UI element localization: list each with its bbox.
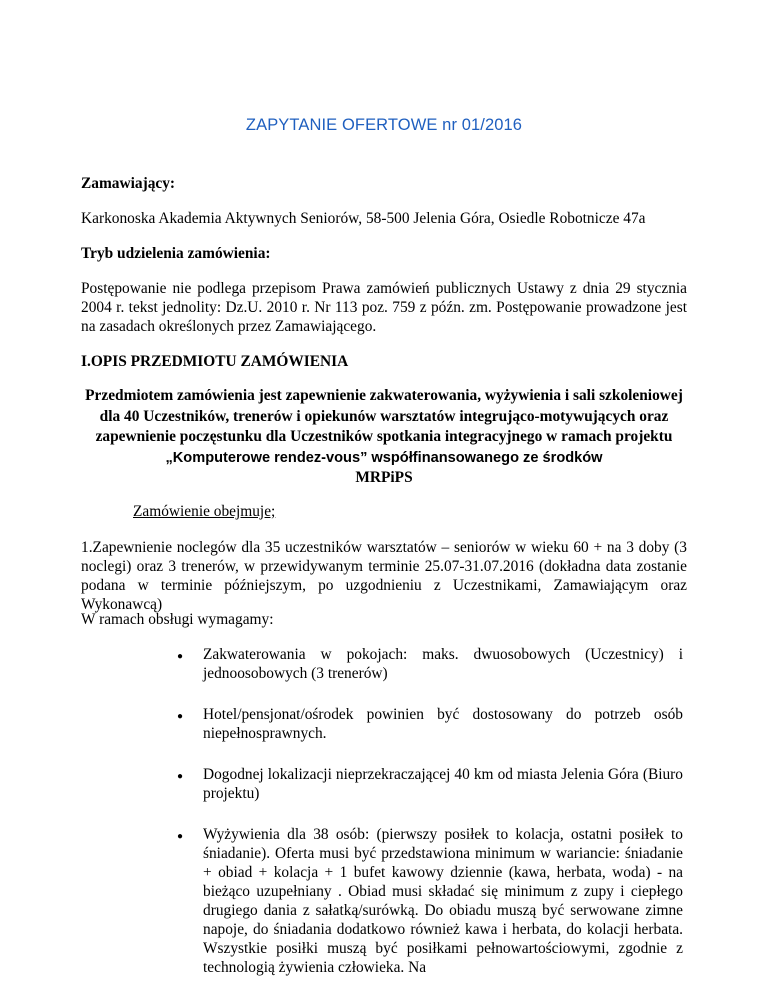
mode-label: Tryb udzielenia zamówienia: xyxy=(81,245,271,262)
document-title: ZAPYTANIE OFERTOWE nr 01/2016 xyxy=(245,116,523,134)
list-item: Dogodnej lokalizacji nieprzekraczającej 40 km od miasta Jelenia Góra (Biuro projektu) xyxy=(203,766,683,802)
includes-label: Zamówienie obejmuje; xyxy=(133,503,276,520)
ordering-party-value: Karkonoska Akademia Aktywnych Seniorów, 58-500 Jelenia Góra, Osiedle Robotnicze 47a xyxy=(81,210,646,227)
section-heading: I.OPIS PRZEDMIOTU ZAMÓWIENIA xyxy=(81,353,349,370)
ordering-party-label: Zamawiający: xyxy=(81,175,176,192)
subject-project-name: „Komputerowe rendez-vous” współfinansowanego ze środków xyxy=(165,449,603,466)
bullet-icon: ● xyxy=(177,831,184,842)
subject-text-part1: Przedmiotem zamówienia jest zapewnienie zakwaterowania, wyżywienia i sali szkoleniowej dla 40 Uczestników, trenerów i opiekunów warsztatów integrująco-motywujących oraz zapewnienie poczęstunku dla Uczestników spotkania integracyjnego w ramach projektu xyxy=(85,387,683,445)
requirements-label: W ramach obsługi wymagamy: xyxy=(81,611,274,628)
bullet-icon: ● xyxy=(177,771,184,782)
mode-text: Postępowanie nie podlega przepisom Prawa zamówień publicznych Ustawy z dnia 29 stycznia 2004 r. tekst jednolity: Dz.U. 2010 r. Nr 113 poz. 759 z późn. zm. Postępowanie prowadzone jest na zasadach określonych przez Zamawiającego. xyxy=(81,280,687,335)
subject-paragraph xyxy=(81,386,687,489)
list-item: Zakwaterowania w pokojach: maks. dwuosobowych (Uczestnicy) i jednoosobowych (3 trenerów) xyxy=(203,646,683,682)
subject-text-part2: MRPiPS xyxy=(355,469,413,486)
list-item: Hotel/pensjonat/ośrodek powinien być dostosowany do potrzeb osób niepełnosprawnych. xyxy=(203,706,683,742)
bullet-icon: ● xyxy=(177,711,184,722)
item-1: 1.Zapewnienie noclegów dla 35 uczestników warsztatów – seniorów w wieku 60 + na 3 doby (3 noclegi) oraz 3 trenerów, w przewidywanym terminie 25.07-31.07.2016 (dokładna data zostanie podana w terminie późniejszym, po uzgodnieniu z Uczestnikami, Zamawiającym oraz Wykonawcą) xyxy=(81,539,687,613)
bullet-icon: ● xyxy=(177,651,184,662)
list-item: Wyżywienia dla 38 osób: (pierwszy posiłek to kolacja, ostatni posiłek to śniadanie). Oferta musi być przedstawiona minimum w wariancie: śniadanie + obiad + kolacja + 1 bufet kawowy dziennie (kawa, herbata, woda) - na bieżąco uzupełniany . Obiad musi składać się minimum z zupy i ciepłego drugiego dania z sałatką/surówką. Do obiadu muszą być serwowane zimne napoje, do śniadania dodatkowo również kawa i herbata, do kolacji herbata. Wszystkie posiłki muszą być posiłkami pełnowartościowymi, zgodnie z technologią żywienia człowieka. Na xyxy=(203,826,683,976)
